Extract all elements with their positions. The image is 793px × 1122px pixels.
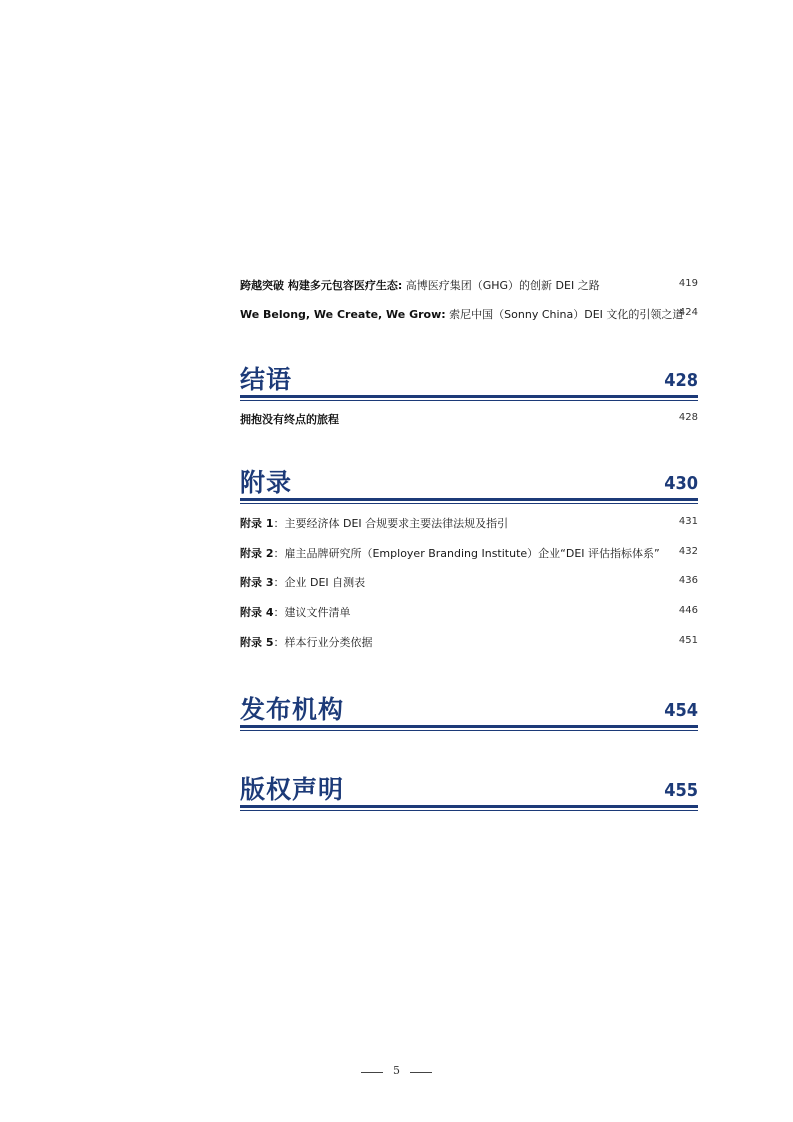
toc-entry-title [240, 276, 600, 296]
toc-entry[interactable] [240, 305, 698, 325]
toc-entry-text: ：样本行业分类依据 [273, 636, 373, 649]
section-rule [240, 395, 698, 398]
toc-entry-title [240, 305, 683, 325]
toc-entry[interactable] [240, 544, 698, 564]
section-rule-thin [240, 730, 698, 731]
toc-entry-text: ：雇主品牌研究所（Employer Branding Institute）企业“DEI 评估指标体系” [273, 547, 660, 560]
section-heading: 附录 [240, 468, 293, 497]
toc-entry-text: 高博医疗集团（GHG）的创新 DEI 之路 [402, 279, 600, 292]
section-page: 454 [664, 700, 698, 721]
toc-entry[interactable] [240, 573, 698, 593]
toc-entry-title [240, 514, 508, 534]
section-heading: 发布机构 [240, 695, 345, 724]
toc-entry-page: 431 [678, 516, 698, 527]
page-number: 5 [393, 1064, 400, 1077]
toc-entry-page: 419 [678, 278, 698, 289]
toc-entry-bold: 附录 1 [240, 517, 274, 530]
section-page: 455 [664, 780, 698, 801]
toc-entry-page: 432 [678, 546, 698, 557]
toc-entry-title [240, 410, 339, 430]
toc-entry-text: ：主要经济体 DEI 合规要求主要法律法规及指引 [273, 517, 509, 530]
toc-entry-text: 索尼中国（Sonny China）DEI 文化的引领之道 [445, 308, 684, 321]
toc-entry-bold: 拥抱没有终点的旅程 [240, 413, 339, 426]
section-page: 430 [664, 473, 698, 494]
section-header-publisher[interactable] [240, 690, 698, 738]
section-header-conclusion[interactable] [240, 360, 698, 408]
section-rule [240, 805, 698, 808]
toc-entry-page: 424 [678, 307, 698, 318]
toc-entry-page: 446 [678, 605, 698, 616]
section-heading: 版权声明 [240, 775, 345, 804]
toc-entry-text: ：企业 DEI 自测表 [273, 576, 366, 589]
section-heading: 结语 [240, 365, 293, 394]
toc-entry-text: ：建议文件清单 [273, 606, 351, 619]
section-header-appendix[interactable] [240, 463, 698, 511]
toc-entry[interactable] [240, 276, 698, 296]
toc-entry-page: 436 [678, 575, 698, 586]
section-rule-thin [240, 810, 698, 811]
toc-entry[interactable] [240, 633, 698, 653]
toc-entry-bold: 附录 2 [240, 547, 274, 560]
section-page: 428 [664, 370, 698, 391]
toc-entry[interactable] [240, 603, 698, 623]
section-rule [240, 498, 698, 501]
section-rule [240, 725, 698, 728]
toc-entry[interactable] [240, 410, 698, 430]
toc-entry-title [240, 633, 372, 653]
toc-entry-title [240, 573, 365, 593]
toc-entry[interactable] [240, 514, 698, 534]
toc-entry-bold: 跨越突破 构建多元包容医疗生态: [240, 279, 403, 292]
page-footer [0, 1064, 793, 1080]
table-of-contents [240, 0, 698, 1122]
section-header-copyright[interactable] [240, 770, 698, 818]
toc-entry-bold: We Belong, We Create, We Grow: [240, 308, 446, 321]
toc-entry-page: 451 [678, 635, 698, 646]
toc-entry-title [240, 603, 350, 623]
section-rule-thin [240, 400, 698, 401]
toc-entry-bold: 附录 5 [240, 636, 274, 649]
footer-rule-right [410, 1072, 432, 1073]
toc-entry-bold: 附录 3 [240, 576, 274, 589]
toc-entry-title [240, 544, 660, 564]
toc-entry-page: 428 [678, 412, 698, 423]
section-rule-thin [240, 503, 698, 504]
toc-entry-bold: 附录 4 [240, 606, 274, 619]
